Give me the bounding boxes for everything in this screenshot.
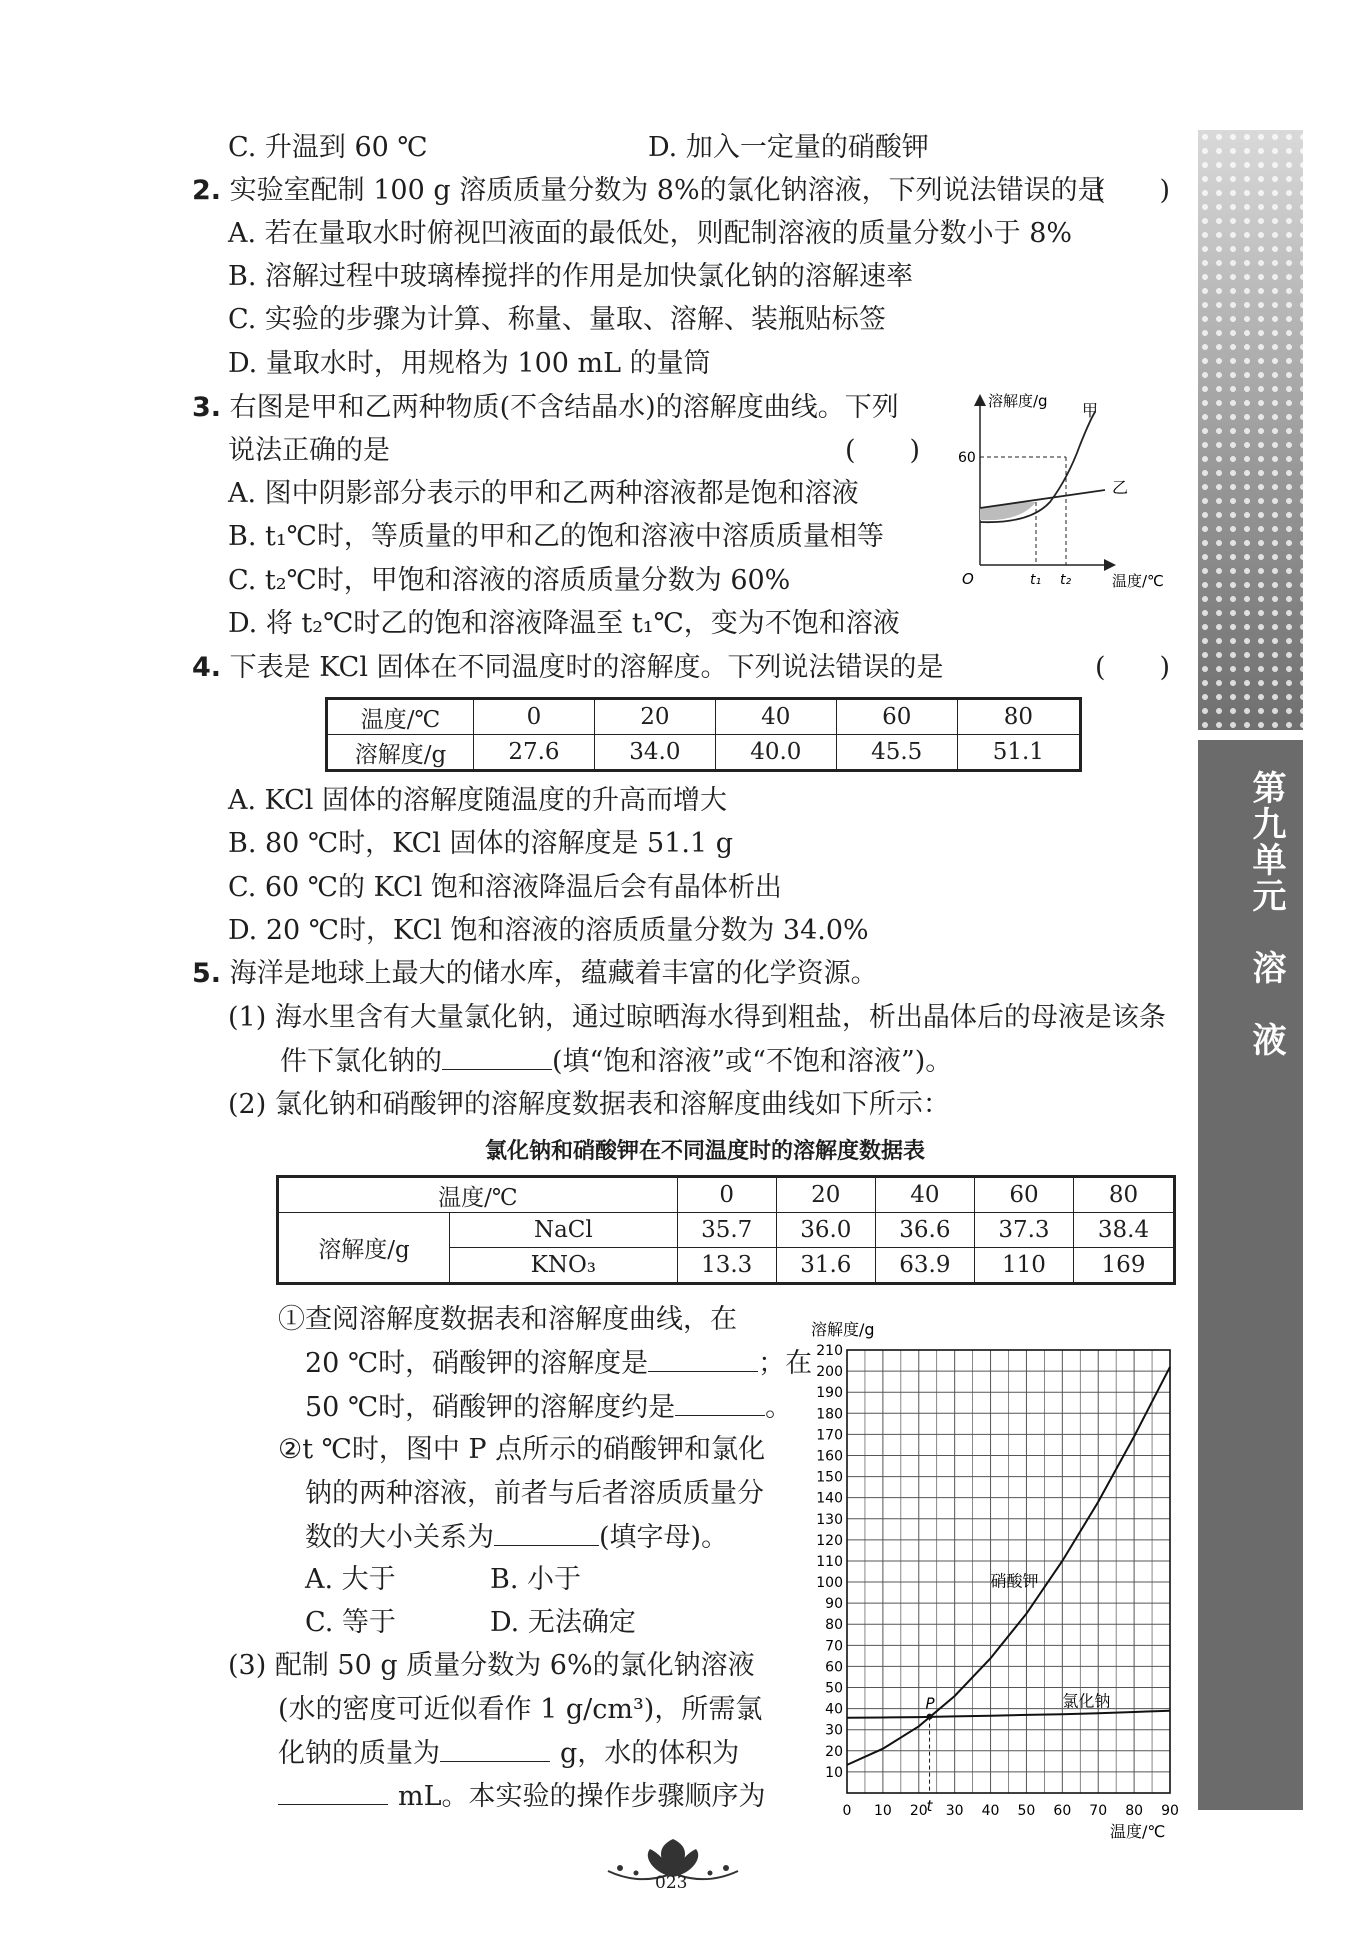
y-tick-label: 80 <box>825 1617 843 1634</box>
series-label-kno3: 硝酸钾 <box>990 1571 1039 1591</box>
q5-sub2-option-c: C. 等于 <box>305 1607 396 1638</box>
x-tick-label: 0 <box>842 1803 852 1819</box>
q3-ylabel: 溶解度/g <box>988 392 1048 410</box>
q2-option-d: D. 量取水时，用规格为 100 mL 的量筒 <box>228 348 711 379</box>
q5-part1-line2 <box>280 1043 952 1080</box>
q3-stem-text: 右图是甲和乙两种物质(不含结晶水)的溶解度曲线。下列 <box>229 392 899 423</box>
q4-temp-4: 80 <box>957 699 1080 735</box>
q5-part3-blank-volume[interactable] <box>278 1778 388 1805</box>
q5-temp-0: 0 <box>677 1177 776 1213</box>
q5-stem <box>192 956 878 992</box>
q2-stem-text: 实验室配制 100 g 溶质质量分数为 8%的氯化钠溶液，下列说法错误的是 <box>229 175 1105 206</box>
y-tick-label: 110 <box>816 1553 843 1570</box>
x-tick-label: 40 <box>981 1803 1000 1819</box>
q5-table-caption: 氯化钠和硝酸钾在不同温度时的溶解度数据表 <box>485 1139 926 1164</box>
x-tick-label: 80 <box>1125 1803 1144 1819</box>
q4-number: 4. <box>192 652 222 683</box>
q4-temp-0: 0 <box>474 699 595 735</box>
q5-part2-intro: (2) 氯化钠和硝酸钾的溶解度数据表和溶解度曲线如下所示： <box>228 1089 950 1120</box>
q5-nacl-2: 36.6 <box>875 1213 974 1248</box>
q4-option-a: A. KCl 固体的溶解度随温度的升高而增大 <box>228 785 727 816</box>
q4-temp-2: 40 <box>715 699 836 735</box>
chapter-title: 第九单元 溶 液 <box>1246 770 1286 1058</box>
point-p-label: P <box>925 1694 935 1713</box>
x-tick-label: 10 <box>873 1803 892 1819</box>
y-tick-label: 210 <box>816 1343 843 1359</box>
chart-ylabel: 溶解度/g <box>811 1320 875 1339</box>
q5-sub1-line1: ①查阅溶解度数据表和溶解度曲线，在 <box>278 1304 737 1335</box>
q5-part3-post2: mL。本实验的操作步骤顺序为 <box>398 1781 766 1812</box>
y-tick-label: 10 <box>825 1764 843 1781</box>
q4-val-4: 51.1 <box>957 735 1080 771</box>
q5-sub1-pre2: 50 ℃时，硝酸钾的溶解度约是 <box>305 1392 676 1423</box>
y-tick-label: 190 <box>816 1385 843 1402</box>
page-number: 023 <box>655 1873 688 1893</box>
q3-tick-60: 60 <box>958 450 976 466</box>
q4-val-0: 27.6 <box>474 735 595 771</box>
x-tick-label: 50 <box>1017 1803 1036 1819</box>
q5-sub2-line2: 钠的两种溶液，前者与后者溶质质量分 <box>305 1478 764 1509</box>
q5-number: 5. <box>192 958 222 989</box>
q4-stem <box>192 650 944 686</box>
q5-sub1-line3 <box>305 1389 792 1426</box>
q5-part1-line1: (1) 海水里含有大量氯化钠，通过晾晒海水得到粗盐，析出晶体后的母液是该条 <box>228 1002 1166 1033</box>
q4-option-b: B. 80 ℃时，KCl 固体的溶解度是 51.1 g <box>228 828 734 859</box>
q5-solubility-table <box>276 1175 1176 1285</box>
q3-label-jia: 甲 <box>1082 401 1099 420</box>
q5-part3-line4 <box>278 1778 766 1815</box>
series-label-nacl: 氯化钠 <box>1062 1691 1111 1711</box>
q4-answer-paren[interactable]: ( ) <box>1095 652 1171 683</box>
chart-xlabel: 温度/℃ <box>1110 1822 1166 1841</box>
chart-y-ticks <box>816 1343 843 1781</box>
q3-number: 3. <box>192 392 222 423</box>
q4-head-sol: 溶解度/g <box>327 735 474 771</box>
q2-option-c: C. 实验的步骤为计算、称量、量取、溶解、装瓶贴标签 <box>228 304 886 335</box>
q5-temp-4: 80 <box>1074 1177 1175 1213</box>
q4-val-1: 34.0 <box>594 735 715 771</box>
q5-sub2-option-b: B. 小于 <box>490 1564 582 1595</box>
q5-kno3-0: 13.3 <box>677 1248 776 1284</box>
q1-option-d: D. 加入一定量的硝酸钾 <box>648 132 929 163</box>
q5-sub2-option-a: A. 大于 <box>305 1564 396 1595</box>
q5-sub2-post: (填字母)。 <box>599 1522 729 1553</box>
q3-solubility-graph <box>960 390 1190 600</box>
q5-part1-pre: 件下氯化钠的 <box>280 1046 442 1077</box>
q5-nacl-0: 35.7 <box>677 1213 776 1248</box>
x-tick-label: 30 <box>945 1803 964 1819</box>
q4-val-2: 40.0 <box>715 735 836 771</box>
q4-option-c: C. 60 ℃的 KCl 饱和溶液降温后会有晶体析出 <box>228 872 782 903</box>
q3-stem-1 <box>192 390 899 426</box>
q4-temp-1: 20 <box>594 699 715 735</box>
q5-sub1-post: ；在 <box>758 1348 813 1379</box>
q4-stem-text: 下表是 KCl 固体在不同温度时的溶解度。下列说法错误的是 <box>229 652 944 683</box>
y-tick-label: 100 <box>816 1575 843 1592</box>
q5-sub1-blank-50c[interactable] <box>675 1389 765 1416</box>
y-tick-label: 130 <box>816 1511 843 1528</box>
x-tick-label: 60 <box>1053 1803 1072 1819</box>
q5-part3-line1: (3) 配制 50 g 质量分数为 6%的氯化钠溶液 <box>228 1650 755 1681</box>
q5-sub2-option-d: D. 无法确定 <box>490 1607 636 1638</box>
q5-sub2-blank[interactable] <box>494 1519 599 1546</box>
q3-option-a: A. 图中阴影部分表示的甲和乙两种溶液都是饱和溶液 <box>228 478 859 509</box>
q5-part3-blank-mass[interactable] <box>440 1735 550 1762</box>
q5-part3-pre: 化钠的质量为 <box>278 1738 440 1769</box>
q5-part3-line3 <box>278 1735 739 1772</box>
q4-temp-3: 60 <box>836 699 957 735</box>
chart-x-ticks <box>843 1803 1179 1819</box>
q5-part3-post: g，水的体积为 <box>560 1738 740 1769</box>
q3-tick-t2: t₂ <box>1060 572 1072 588</box>
q3-tick-t1: t₁ <box>1030 572 1042 588</box>
table-row <box>327 699 1081 735</box>
q5-nacl-4: 38.4 <box>1074 1213 1175 1248</box>
y-tick-label: 30 <box>825 1722 843 1739</box>
table-row <box>278 1213 1175 1248</box>
point-p <box>927 1714 933 1720</box>
q3-answer-paren[interactable]: ( ) <box>845 435 921 466</box>
q5-kno3-1: 31.6 <box>776 1248 875 1284</box>
table-row <box>278 1177 1175 1213</box>
q5-part1-post: (填“饱和溶液”或“不饱和溶液”)。 <box>552 1046 953 1077</box>
y-tick-label: 70 <box>825 1638 843 1655</box>
y-tick-label: 160 <box>816 1448 843 1465</box>
q3-label-yi: 乙 <box>1112 478 1129 497</box>
q3-line-yi <box>980 490 1105 508</box>
sidebar-dot-pattern <box>1198 130 1303 730</box>
y-tick-label: 120 <box>816 1532 843 1549</box>
y-tick-label: 140 <box>816 1490 843 1507</box>
y-tick-label: 90 <box>825 1596 843 1613</box>
q3-origin: O <box>962 570 974 588</box>
q1-option-c: C. 升温到 60 ℃ <box>228 132 428 163</box>
y-tick-label: 180 <box>816 1406 843 1423</box>
q5-sub1-post2: 。 <box>765 1392 793 1423</box>
q2-answer-paren[interactable]: ( ) <box>1095 175 1171 206</box>
q5-kno3-2: 63.9 <box>875 1248 974 1284</box>
x-tick-label: 20 <box>909 1803 928 1819</box>
q5-stem-text: 海洋是地球上最大的储水库，蕴藏着丰富的化学资源。 <box>229 958 878 989</box>
y-tick-label: 200 <box>816 1364 843 1381</box>
q5-sub1-pre: 20 ℃时，硝酸钾的溶解度是 <box>305 1348 649 1379</box>
q5-temp-2: 40 <box>875 1177 974 1213</box>
q4-val-3: 45.5 <box>836 735 957 771</box>
tick-t-label: t <box>926 1797 933 1815</box>
q2-number: 2. <box>192 175 222 206</box>
q5-sub2-line3 <box>305 1519 728 1556</box>
x-tick-label: 90 <box>1161 1803 1179 1819</box>
q4-kcl-table <box>325 697 1082 772</box>
q5-kno3-label: KNO₃ <box>450 1248 678 1284</box>
q5-temp-1: 20 <box>776 1177 875 1213</box>
q3-option-d: D. 将 t₂℃时乙的饱和溶液降温至 t₁℃，变为不饱和溶液 <box>228 608 900 639</box>
q5-head-sol: 溶解度/g <box>278 1213 450 1284</box>
q5-part3-line2: (水的密度可近似看作 1 g/cm³)，所需氯 <box>278 1694 763 1725</box>
q3-option-c: C. t₂℃时，甲饱和溶液的溶质质量分数为 60% <box>228 565 791 596</box>
y-tick-label: 150 <box>816 1469 843 1486</box>
y-tick-label: 40 <box>825 1701 843 1718</box>
q5-sub2-line1: ②t ℃时，图中 P 点所示的硝酸钾和氯化 <box>278 1434 766 1465</box>
y-tick-label: 60 <box>825 1659 843 1676</box>
q5-nacl-3: 37.3 <box>974 1213 1073 1248</box>
y-tick-label: 170 <box>816 1427 843 1444</box>
table-row <box>327 735 1081 771</box>
q5-head-temp: 温度/℃ <box>278 1177 678 1213</box>
q2-option-b: B. 溶解过程中玻璃棒搅拌的作用是加快氯化钠的溶解速率 <box>228 261 914 292</box>
q2-stem <box>192 173 1105 209</box>
q3-option-b: B. t₁℃时，等质量的甲和乙的饱和溶液中溶质质量相等 <box>228 521 884 552</box>
q5-part1-blank[interactable] <box>442 1043 552 1070</box>
q5-kno3-3: 110 <box>974 1248 1073 1284</box>
chapter-sidebar <box>1198 130 1303 1810</box>
q5-nacl-1: 36.0 <box>776 1213 875 1248</box>
q5-nacl-label: NaCl <box>450 1213 678 1248</box>
q4-head-temp: 温度/℃ <box>327 699 474 735</box>
q2-option-a: A. 若在量取水时俯视凹液面的最低处，则配制溶液的质量分数小于 8% <box>228 218 1073 249</box>
q4-option-d: D. 20 ℃时，KCl 饱和溶液的溶质质量分数为 34.0% <box>228 915 869 946</box>
x-tick-label: 70 <box>1089 1803 1108 1819</box>
q5-temp-3: 60 <box>974 1177 1073 1213</box>
q5-solubility-chart <box>805 1315 1185 1845</box>
y-tick-label: 20 <box>825 1743 843 1760</box>
q3-xlabel: 温度/℃ <box>1112 572 1164 590</box>
q5-sub1-line2 <box>305 1345 812 1382</box>
y-tick-label: 50 <box>825 1680 843 1697</box>
q5-sub1-blank-20c[interactable] <box>648 1345 758 1372</box>
q3-stem-2: 说法正确的是 <box>228 435 390 466</box>
q5-kno3-4: 169 <box>1074 1248 1175 1284</box>
q5-sub2-pre: 数的大小关系为 <box>305 1522 494 1553</box>
